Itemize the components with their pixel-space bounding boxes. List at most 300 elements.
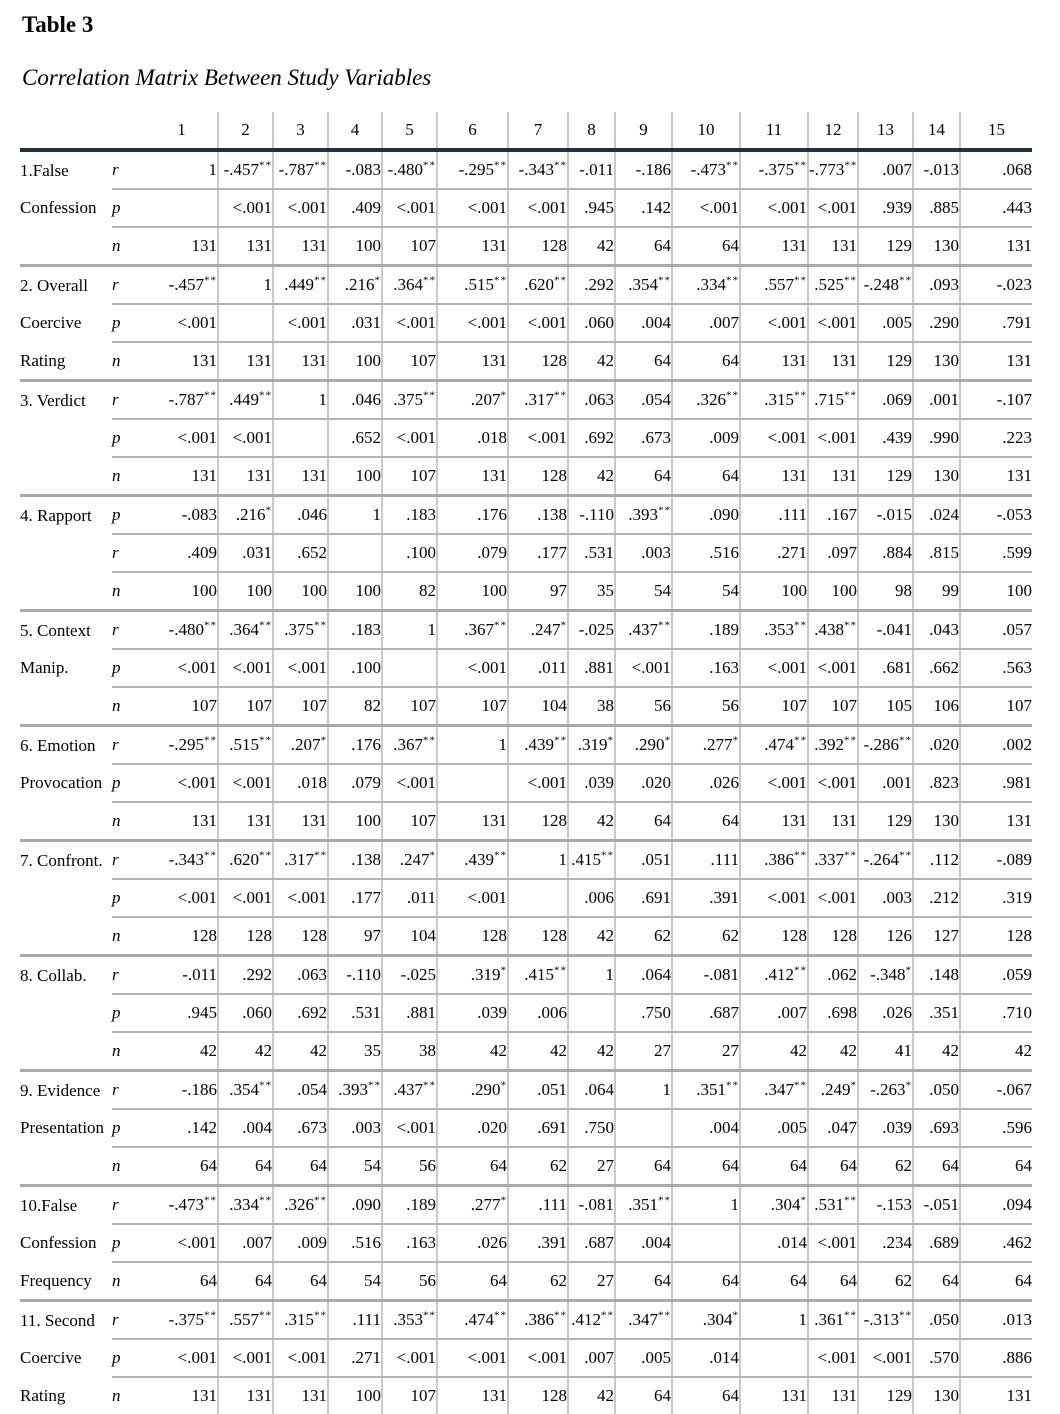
stat-label: n [112,342,146,381]
n-value: 82 [328,687,382,726]
p-value: .692 [273,994,328,1032]
p-value: .462 [960,1224,1032,1262]
r-value: .415** [568,841,615,880]
r-value: .334** [218,1186,273,1225]
significance-stars: ** [844,619,857,632]
r-value: .001 [913,381,960,420]
significance-stars: ** [658,1194,671,1207]
p-value: .004 [218,1109,273,1147]
stat-label: p [112,419,146,457]
p-value: .570 [913,1339,960,1377]
r-value: -.186 [146,1071,218,1110]
r-value: .111 [508,1186,568,1225]
n-value: 64 [615,227,672,266]
p-value: <.001 [437,1339,508,1377]
r-value: .003 [615,534,672,572]
p-value: .693 [913,1109,960,1147]
variable-label: Coercive [20,313,82,332]
r-value: -.295** [437,150,508,189]
r-value: -.107 [960,381,1032,420]
p-value: .750 [615,994,672,1032]
n-value: 54 [328,1262,382,1301]
n-value: 131 [273,227,328,266]
p-value: .039 [568,764,615,802]
r-value: .043 [913,611,960,650]
p-value: <.001 [218,419,273,457]
stat-label: r [112,611,146,650]
p-value [672,1224,740,1262]
n-value: 107 [218,687,273,726]
n-value: 54 [615,572,672,611]
p-value: <.001 [508,764,568,802]
r-value: .449** [273,266,328,305]
p-value: <.001 [808,649,858,687]
n-value: 131 [808,342,858,381]
significance-stars: ** [368,1079,381,1092]
n-value: 54 [672,572,740,611]
p-value: -.015 [858,496,913,535]
r-value: .531** [808,1186,858,1225]
n-value: 104 [382,917,437,956]
p-value: .007 [218,1224,273,1262]
n-value: 131 [437,1377,508,1414]
n-value: 131 [437,457,508,496]
significance-stars: ** [794,159,807,172]
variable-7-p-row [20,879,1032,917]
significance-stars: ** [554,274,567,287]
stat-label: r [112,534,146,572]
n-value: 42 [273,1032,328,1071]
r-value: -.067 [960,1071,1032,1110]
n-value: 131 [273,802,328,841]
significance-stars: ** [794,1079,807,1092]
r-value: -.011 [146,956,218,995]
n-value: 42 [913,1032,960,1071]
stat-label: p [112,879,146,917]
p-value: .007 [740,994,808,1032]
stat-label: p [112,496,146,535]
n-value: 64 [437,1262,508,1301]
significance-stars: * [732,734,739,747]
r-value: .620** [508,266,568,305]
stat-label: r [112,841,146,880]
p-value: .111 [740,496,808,535]
p-value: .024 [913,496,960,535]
significance-stars: ** [423,159,436,172]
significance-stars: * [500,1079,507,1092]
p-value: .886 [960,1339,1032,1377]
variable-1-p-row [20,189,1032,227]
r-value: -.264** [858,841,913,880]
r-value: .412** [568,1301,615,1340]
r-value: .247* [382,841,437,880]
p-value: .673 [273,1109,328,1147]
variable-label: 4. Rapport [20,505,92,525]
r-value: .138 [328,841,382,880]
r-value: .515** [218,726,273,765]
column-header: 4 [328,112,382,150]
significance-stars: ** [204,1194,217,1207]
r-value: -.083 [328,150,382,189]
p-value: .212 [913,879,960,917]
variable-2-r-row [20,266,1032,305]
r-value: .290* [437,1071,508,1110]
variable-label: Rating [20,342,112,381]
column-header: 3 [273,112,328,150]
significance-stars: ** [494,274,507,287]
p-value: <.001 [672,189,740,227]
significance-stars: ** [844,1309,857,1322]
significance-stars: * [850,1079,857,1092]
r-value: .599 [960,534,1032,572]
r-value: .474** [740,726,808,765]
p-value: .981 [960,764,1032,802]
p-value: <.001 [218,189,273,227]
n-value: 42 [437,1032,508,1071]
p-value: .079 [328,764,382,802]
p-value: <.001 [146,419,218,457]
significance-stars: ** [726,389,739,402]
r-value: -.457** [146,266,218,305]
r-value: .277* [672,726,740,765]
p-value: <.001 [508,304,568,342]
p-value: .662 [913,649,960,687]
significance-stars: ** [423,1309,436,1322]
n-value: 100 [146,572,218,611]
n-value: 62 [672,917,740,956]
p-value: .681 [858,649,913,687]
n-value: 64 [808,1147,858,1186]
r-value: .353** [740,611,808,650]
stat-label: n [112,802,146,841]
significance-stars: * [374,274,381,287]
p-value: <.001 [146,304,218,342]
r-value: .111 [672,841,740,880]
variable-5-r-row [20,611,1032,650]
r-value: .057 [960,611,1032,650]
p-value: .351 [913,994,960,1032]
significance-stars: * [500,1194,507,1207]
stat-label: p [112,1109,146,1147]
n-value: 131 [437,227,508,266]
p-value: .007 [568,1339,615,1377]
r-value: .474** [437,1301,508,1340]
p-value: <.001 [437,304,508,342]
column-header: 8 [568,112,615,150]
p-value [273,419,328,457]
r-value: .354** [218,1071,273,1110]
p-value: .018 [273,764,328,802]
n-value: 131 [273,342,328,381]
n-value: 35 [328,1032,382,1071]
stat-label: r [112,1186,146,1225]
r-value: -.375** [146,1301,218,1340]
n-value: 107 [382,457,437,496]
p-value: <.001 [740,304,808,342]
p-value: -.083 [146,496,218,535]
n-value: 131 [218,802,273,841]
p-value: -.110 [568,496,615,535]
p-value: <.001 [273,879,328,917]
n-value: 107 [382,802,437,841]
column-header: 10 [672,112,740,150]
r-value: .064 [615,956,672,995]
p-value: <.001 [808,189,858,227]
r-value: .415** [508,956,568,995]
r-value: 1 [437,726,508,765]
r-value: .364** [382,266,437,305]
p-value: <.001 [615,649,672,687]
p-value: <.001 [508,189,568,227]
variable-9-p-row [20,1109,1032,1147]
variable-5-p-row [20,649,1032,687]
significance-stars: ** [726,274,739,287]
n-value: 131 [740,342,808,381]
stat-label: n [112,1262,146,1301]
r-value: .059 [960,956,1032,995]
n-value: 64 [615,342,672,381]
n-value: 62 [615,917,672,956]
r-value: .207* [437,381,508,420]
n-value: 100 [740,572,808,611]
p-value: .018 [437,419,508,457]
significance-stars: ** [314,849,327,862]
p-value: <.001 [382,764,437,802]
p-value: .691 [508,1109,568,1147]
n-value: 131 [740,802,808,841]
significance-stars: ** [494,849,507,862]
r-value: .013 [960,1301,1032,1340]
significance-stars: * [500,964,507,977]
variable-3-r-row [20,381,1032,420]
p-value: .163 [382,1224,437,1262]
n-value: 131 [218,342,273,381]
p-value: <.001 [218,879,273,917]
p-value: <.001 [808,304,858,342]
p-value: .409 [328,189,382,227]
r-value: -.473** [672,150,740,189]
p-value: .596 [960,1109,1032,1147]
n-value: 100 [328,227,382,266]
variable-label: Confession [20,1233,97,1252]
n-value: 64 [913,1262,960,1301]
n-value: 131 [218,1377,273,1414]
column-header: 14 [913,112,960,150]
stat-label: p [112,189,146,227]
stat-label: p [112,1224,146,1262]
significance-stars: ** [554,734,567,747]
significance-stars: * [320,734,327,747]
significance-stars: ** [601,1309,614,1322]
p-value: <.001 [273,189,328,227]
r-value: .319* [568,726,615,765]
n-value: 131 [146,227,218,266]
n-value: 100 [328,1377,382,1414]
r-value: -.473** [146,1186,218,1225]
significance-stars: ** [494,159,507,172]
n-value: 106 [913,687,960,726]
r-value: .525** [808,266,858,305]
variable-label: 7. Confront. [20,850,103,870]
r-value: .051 [508,1071,568,1110]
column-header-row-tr [20,112,1032,150]
r-value: -.081 [672,956,740,995]
n-value: 128 [508,457,568,496]
stat-label: n [112,1386,121,1405]
variable-9-r-row [20,1071,1032,1110]
significance-stars: ** [844,734,857,747]
significance-stars: ** [259,734,272,747]
r-value: .439** [437,841,508,880]
n-value: 131 [960,342,1032,381]
variable-label: Confession [20,198,97,217]
column-header-row [20,112,1032,150]
r-value: .097 [808,534,858,572]
significance-stars: ** [658,504,671,517]
p-value [146,189,218,227]
r-value: .277* [437,1186,508,1225]
p-value: .003 [858,879,913,917]
n-value: 64 [615,457,672,496]
r-value: -.081 [568,1186,615,1225]
r-value: -.343** [508,150,568,189]
n-value: 64 [808,1262,858,1301]
p-value: <.001 [808,1339,858,1377]
significance-stars: ** [204,274,217,287]
r-value: .290* [615,726,672,765]
n-value: 128 [218,917,273,956]
p-value: .004 [615,1224,672,1262]
variable-4-p-row [20,496,1032,535]
p-value [508,879,568,917]
n-value: 62 [858,1262,913,1301]
n-value: 107 [808,687,858,726]
significance-stars: ** [314,1194,327,1207]
table-caption: Correlation Matrix Between Study Variables [22,65,432,90]
n-value: 62 [508,1262,568,1301]
p-value: .271 [328,1339,382,1377]
n-value: 128 [508,917,568,956]
r-value: .176 [328,726,382,765]
n-value: 42 [568,802,615,841]
variable-label [20,879,112,917]
n-value: 130 [913,227,960,266]
r-value: -.313** [858,1301,913,1340]
significance-stars: ** [204,1309,217,1322]
n-value: 82 [382,572,437,611]
n-value: 107 [382,342,437,381]
n-value: 64 [146,1147,218,1186]
n-value: 64 [615,1262,672,1301]
column-header: 15 [960,112,1032,150]
r-value: .319* [437,956,508,995]
p-value: <.001 [808,764,858,802]
n-value: 42 [508,1032,568,1071]
n-value: 107 [740,687,808,726]
n-value: 42 [218,1032,273,1071]
r-value: -.011 [568,150,615,189]
r-value: .189 [672,611,740,650]
p-value: .687 [568,1224,615,1262]
n-value: 131 [808,227,858,266]
r-value: .438** [808,611,858,650]
p-value: <.001 [740,764,808,802]
p-value: .005 [615,1339,672,1377]
r-value: .062 [808,956,858,995]
significance-stars: ** [259,159,272,172]
r-value: .326** [273,1186,328,1225]
n-value: 104 [508,687,568,726]
variable-7-n-row [20,917,1032,956]
n-value: 42 [568,227,615,266]
stat-spacer [112,112,146,150]
p-value: <.001 [508,419,568,457]
p-value: .009 [273,1224,328,1262]
variable-11-p-row [20,1339,1032,1377]
p-value: .234 [858,1224,913,1262]
n-value: 38 [568,687,615,726]
significance-stars: * [265,504,272,517]
p-value: .216* [218,496,273,535]
r-value: .351** [672,1071,740,1110]
significance-stars: ** [259,619,272,632]
p-value: .006 [508,994,568,1032]
r-value: .437** [382,1071,437,1110]
r-value: .386** [740,841,808,880]
p-value: .001 [858,764,913,802]
variable-10-n-row [20,1262,1032,1301]
r-value: .216* [328,266,382,305]
n-value: 97 [508,572,568,611]
significance-stars: ** [658,619,671,632]
r-value: .347** [615,1301,672,1340]
p-value: .516 [328,1224,382,1262]
r-value: .351** [615,1186,672,1225]
n-value: 130 [913,1377,960,1414]
n-value: 64 [740,1262,808,1301]
p-value: .990 [913,419,960,457]
r-value: .347** [740,1071,808,1110]
variable-label: 6. Emotion [20,735,96,755]
r-value: .069 [858,381,913,420]
significance-stars: ** [658,1309,671,1322]
r-value: .292 [218,956,273,995]
n-value: 64 [273,1262,328,1301]
r-value: .317** [508,381,568,420]
significance-stars: ** [899,849,912,862]
p-value: <.001 [437,649,508,687]
r-value: .112 [913,841,960,880]
r-value: .353** [382,1301,437,1340]
significance-stars: ** [899,734,912,747]
n-value: 54 [328,1147,382,1186]
p-value: .750 [568,1109,615,1147]
r-value [328,534,382,572]
r-value: -.186 [615,150,672,189]
stat-label: r [112,150,146,189]
r-value: .046 [328,381,382,420]
n-value: 42 [808,1032,858,1071]
significance-stars: ** [204,619,217,632]
p-value: <.001 [808,419,858,457]
n-value: 42 [568,1032,615,1071]
variable-2-p-row [20,304,1032,342]
variable-label: 2. Overall [20,275,88,295]
n-value: 42 [960,1032,1032,1071]
r-value: .620** [218,841,273,880]
r-value: 1 [382,611,437,650]
n-value: 98 [858,572,913,611]
